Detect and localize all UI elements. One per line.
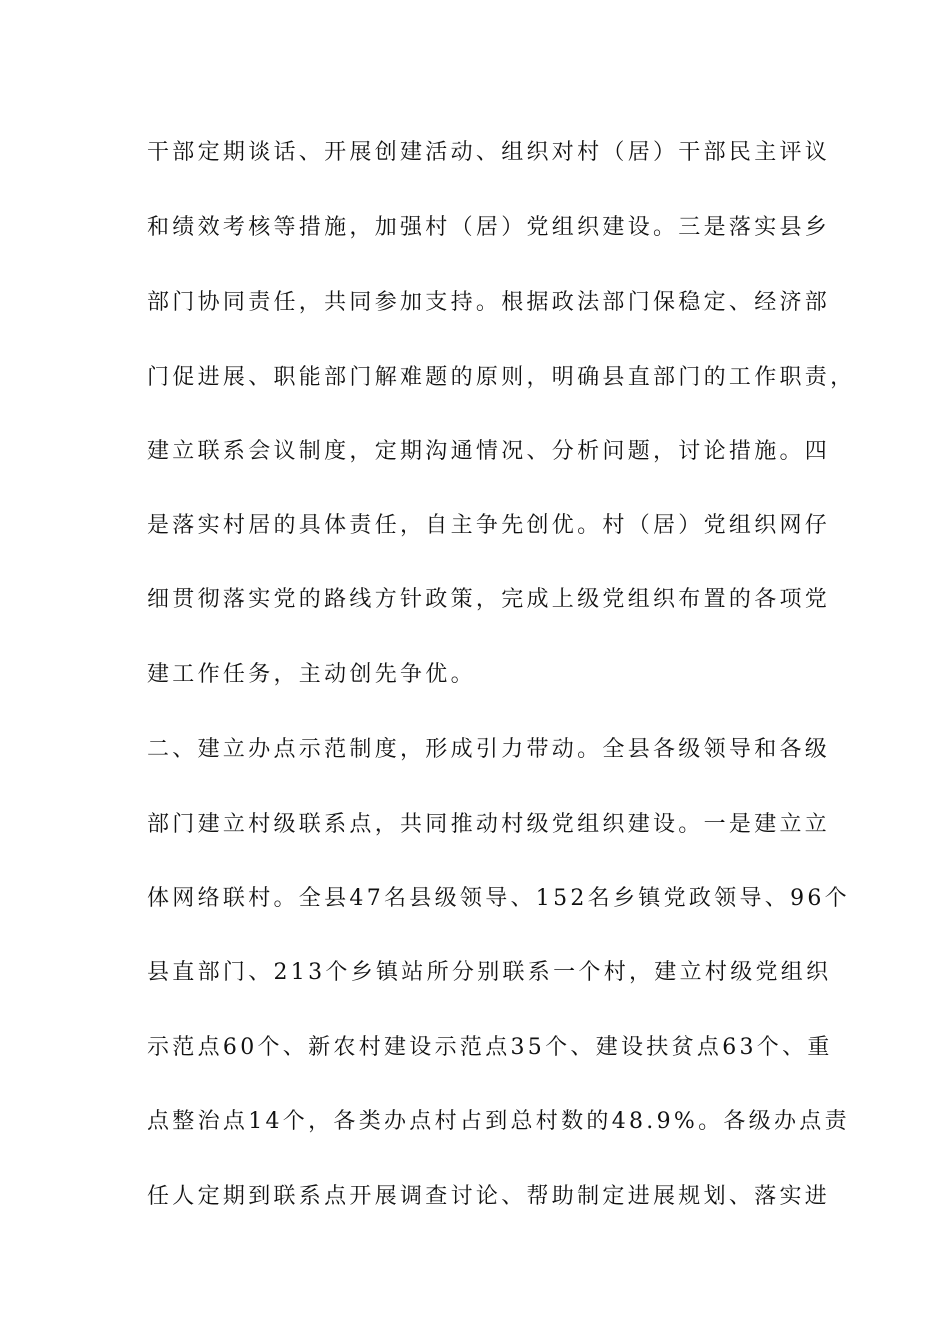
text-line: 县直部门、213个乡镇站所分别联系一个村，建立村级党组织 — [147, 960, 832, 985]
text-line: 干部定期谈话、开展创建活动、组织对村（居）干部民主评议 — [147, 140, 831, 165]
text-line: 体网络联村。全县47名县级领导、152名乡镇党政领导、96个 — [147, 886, 850, 911]
text-line: 点整治点14个，各类办点村占到总村数的48.9%。各级办点责 — [147, 1109, 850, 1134]
text-line: 建立联系会议制度，定期沟通情况、分析问题，讨论措施。四 — [147, 439, 831, 464]
text-line: 二、建立办点示范制度，形成引力带动。全县各级领导和各级 — [147, 737, 831, 762]
text-line: 部门协同责任，共同参加支持。根据政法部门保稳定、经济部 — [147, 290, 831, 315]
text-line: 建工作任务，主动创先争优。 — [147, 662, 476, 687]
text-line: 是落实村居的具体责任，自主争先创优。村（居）党组织网仔 — [147, 513, 831, 538]
text-line: 示范点60个、新农村建设示范点35个、建设扶贫点63个、重 — [147, 1035, 833, 1060]
text-line: 和绩效考核等措施，加强村（居）党组织建设。三是落实县乡 — [147, 215, 831, 240]
text-line: 部门建立村级联系点，共同推动村级党组织建设。一是建立立 — [147, 812, 831, 837]
text-line: 细贯彻落实党的路线方针政策，完成上级党组织布置的各项党 — [147, 587, 831, 612]
text-line: 门促进展、职能部门解难题的原则，明确县直部门的工作职责， — [147, 365, 856, 390]
text-line: 任人定期到联系点开展调查讨论、帮助制定进展规划、落实进 — [147, 1184, 831, 1209]
